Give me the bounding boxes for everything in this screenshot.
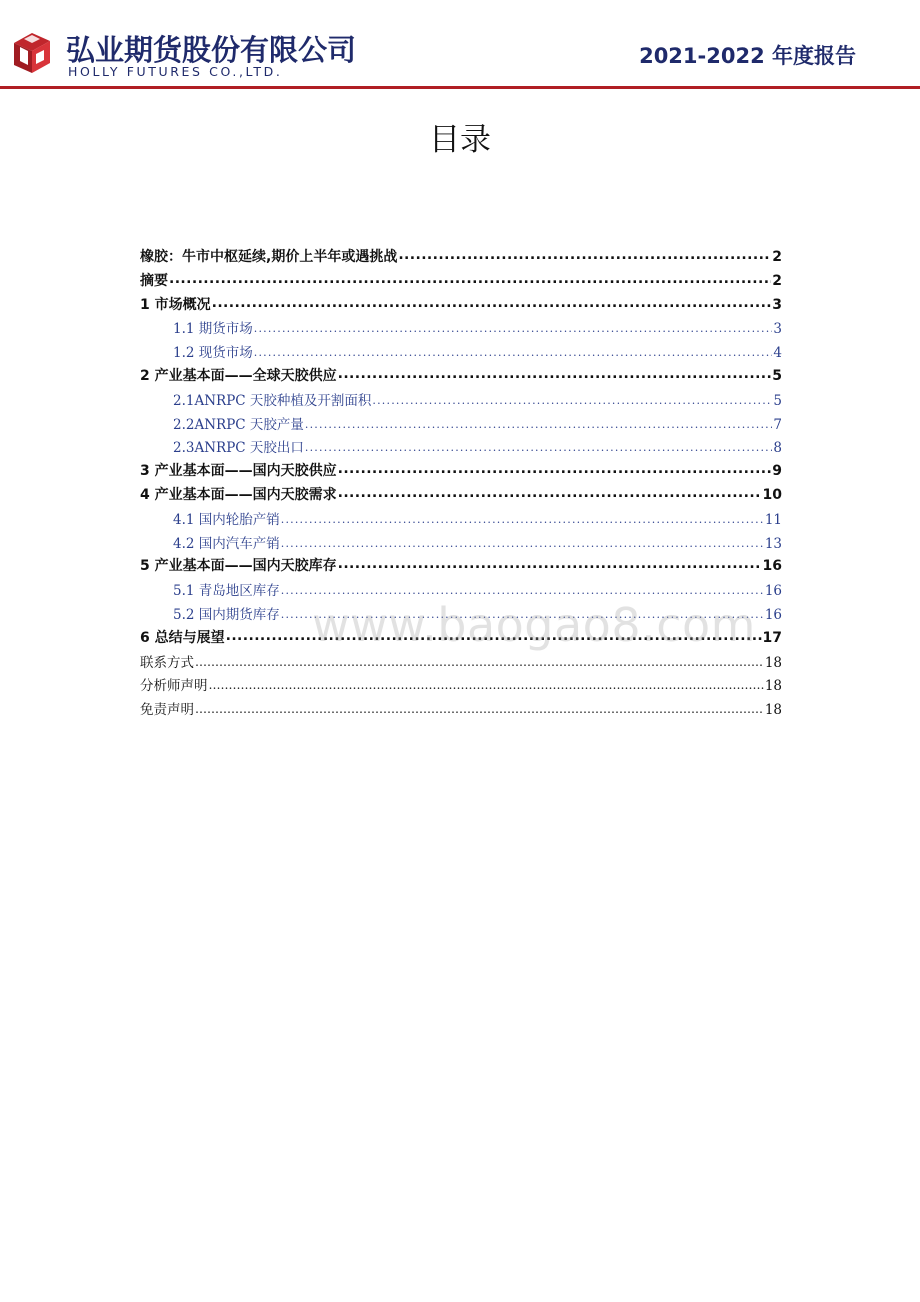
- toc-entry-title: 1.2 现货市场: [173, 345, 253, 362]
- toc-dot-leader: [338, 461, 772, 475]
- toc-entry-page: 16: [764, 606, 782, 623]
- toc-entry-title: 1 市场概况: [140, 296, 211, 313]
- toc-entry[interactable]: [140, 270, 782, 294]
- toc-dot-leader: [338, 556, 762, 570]
- toc-entry-page: 18: [764, 678, 782, 695]
- toc-entry-title: 4 产业基本面——国内天胶需求: [140, 486, 337, 503]
- toc-entry[interactable]: [140, 413, 782, 437]
- toc-entry[interactable]: [140, 698, 782, 722]
- toc-entry[interactable]: [140, 317, 782, 341]
- toc-entry-page: 3: [772, 296, 782, 313]
- toc-entry-page: 16: [764, 583, 782, 600]
- toc-entry[interactable]: [140, 365, 782, 389]
- toc-dot-leader: [169, 271, 771, 285]
- toc-entry-page: 10: [762, 486, 782, 503]
- toc-entry-page: 2: [772, 249, 782, 265]
- toc-entry-page: 13: [764, 535, 782, 552]
- toc-entry-title: 4.1 国内轮胎产销: [173, 511, 280, 528]
- watermark: www.baogao8.com: [312, 598, 756, 652]
- toc-entry[interactable]: [140, 294, 782, 318]
- toc-entry[interactable]: [140, 674, 782, 698]
- toc-dot-leader: [281, 534, 764, 548]
- toc-entry[interactable]: [140, 532, 782, 556]
- toc-entry-title: 分析师声明: [140, 678, 208, 695]
- toc-entry-title: 5 产业基本面——国内天胶库存: [140, 558, 337, 575]
- toc-dot-leader: [398, 247, 771, 261]
- toc-entry-title: 2 产业基本面——全球天胶供应: [140, 367, 337, 384]
- header-divider: [0, 86, 920, 89]
- toc-entry-title: 4.2 国内汽车产销: [173, 535, 280, 552]
- toc-entry-page: 18: [764, 702, 782, 719]
- toc-dot-leader: [195, 653, 764, 667]
- toc-dot-leader: [209, 676, 764, 690]
- toc-entry-title: 2.2ANRPC 天胶产量: [173, 416, 304, 433]
- toc-dot-leader: [305, 438, 773, 452]
- page-title: 目录: [429, 122, 491, 158]
- company-logo-icon: [10, 29, 54, 75]
- toc-entry[interactable]: [140, 460, 782, 484]
- toc-entry-page: 2: [772, 272, 782, 289]
- toc-entry-title: 联系方式: [140, 654, 194, 671]
- toc-entry-title: 6 总结与展望: [140, 629, 225, 646]
- toc-entry[interactable]: [140, 389, 782, 413]
- toc-dot-leader: [281, 581, 764, 595]
- toc-entry-page: 17: [762, 629, 782, 646]
- toc-dot-leader: [212, 295, 772, 309]
- toc-entry-page: 7: [773, 416, 782, 433]
- toc-entry[interactable]: [140, 484, 782, 508]
- toc-entry-page: 16: [762, 558, 782, 575]
- toc-entry[interactable]: [140, 651, 782, 675]
- toc-entry-title: 橡胶：牛市中枢延续,期价上半年或遇挑战: [140, 249, 398, 265]
- toc-dot-leader: [372, 391, 772, 405]
- toc-entry-title: 5.1 青岛地区库存: [173, 583, 280, 600]
- toc-dot-leader: [338, 485, 762, 499]
- toc-entry-title: 摘要: [140, 272, 168, 289]
- toc-entry-title: 5.2 国内期货库存: [173, 606, 280, 623]
- report-title: 2021-2022 年度报告: [639, 44, 856, 68]
- toc-dot-leader: [281, 510, 764, 524]
- toc-entry[interactable]: [140, 246, 782, 270]
- toc-entry-page: 11: [764, 511, 782, 528]
- company-name-cn: 弘业期货股份有限公司: [66, 33, 357, 67]
- toc-entry[interactable]: [140, 436, 782, 460]
- toc-entry-title: 2.3ANRPC 天胶出口: [173, 440, 304, 457]
- toc-dot-leader: [254, 343, 773, 357]
- toc-entry-page: 9: [772, 463, 782, 480]
- toc-entry-title: 1.1 期货市场: [173, 321, 253, 338]
- toc-entry-title: 3 产业基本面——国内天胶供应: [140, 463, 337, 480]
- company-name-en: HOLLY FUTURES CO.,LTD.: [68, 64, 283, 79]
- toc-entry-page: 4: [773, 345, 782, 362]
- toc-entry[interactable]: [140, 555, 782, 579]
- toc-dot-leader: [338, 366, 772, 380]
- toc-entry[interactable]: [140, 508, 782, 532]
- toc-entry-page: 5: [772, 367, 782, 384]
- toc-entry-page: 8: [773, 440, 782, 457]
- page-header: [0, 0, 920, 92]
- toc-dot-leader: [195, 700, 764, 714]
- toc-entry[interactable]: [140, 341, 782, 365]
- toc-dot-leader: [305, 415, 773, 429]
- toc-entry-page: 18: [764, 654, 782, 671]
- toc-entry-title: 2.1ANRPC 天胶种植及开割面积: [173, 392, 372, 409]
- toc-dot-leader: [254, 319, 773, 333]
- toc-entry-page: 5: [773, 392, 782, 409]
- toc-entry-title: 免责声明: [140, 702, 194, 719]
- toc-entry-page: 3: [773, 321, 782, 338]
